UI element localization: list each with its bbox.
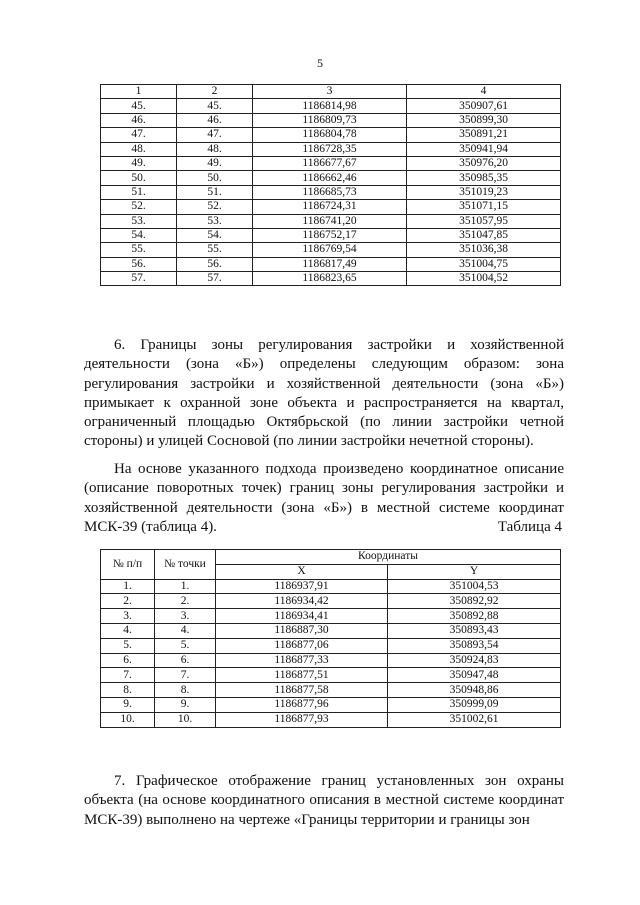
column-header-point: № точки — [155, 550, 216, 580]
cell-row-number: 55. — [101, 243, 177, 257]
cell-row-number: 7. — [101, 668, 155, 683]
page-number: 5 — [317, 56, 323, 70]
cell-x: 1186804,78 — [253, 128, 407, 142]
cell-x: 1186677,67 — [253, 156, 407, 170]
cell-x: 1186685,73 — [253, 185, 407, 199]
cell-y: 350999,09 — [388, 697, 561, 712]
table-row — [101, 638, 561, 653]
header-cell-2: 2 — [177, 85, 253, 99]
column-header-x: X — [216, 564, 388, 579]
cell-y: 351071,15 — [407, 200, 561, 214]
cell-point-number: 3. — [155, 609, 216, 624]
cell-x: 1186724,31 — [253, 200, 407, 214]
cell-row-number: 52. — [101, 200, 177, 214]
table-row — [101, 142, 561, 156]
cell-y: 350976,20 — [407, 156, 561, 170]
cell-row-number: 54. — [101, 228, 177, 242]
paragraph-zone-b-boundaries: 6. Границы зоны регулирования застройки и хозяйственной деятельности (зона «Б») определены следующим образом: зона регулирования застройки и хозяйственной деятельности (зона «Б») примыкает к охранной зоне объекта и распространяется на квартал, ограниченный площадью Октябрьской (по линии застройки четной стороны) и улицей Сосновой (по линии застройки нечетной стороны). — [84, 337, 564, 450]
cell-y: 350907,61 — [407, 99, 561, 113]
cell-x: 1186769,54 — [253, 243, 407, 257]
cell-y: 350948,86 — [388, 683, 561, 698]
cell-row-number: 10. — [101, 712, 155, 727]
table-row — [101, 609, 561, 624]
cell-point-number: 48. — [177, 142, 253, 156]
cell-row-number: 49. — [101, 156, 177, 170]
cell-row-number: 3. — [101, 609, 155, 624]
coordinates-table-body — [101, 85, 561, 286]
table-row — [101, 683, 561, 698]
cell-row-number: 57. — [101, 272, 177, 286]
cell-y: 350899,30 — [407, 113, 561, 127]
cell-point-number: 5. — [155, 638, 216, 653]
cell-row-number: 47. — [101, 128, 177, 142]
cell-point-number: 45. — [177, 99, 253, 113]
table-row — [101, 228, 561, 242]
cell-x: 1186877,96 — [216, 697, 388, 712]
cell-y: 350893,43 — [388, 623, 561, 638]
cell-x: 1186752,17 — [253, 228, 407, 242]
cell-point-number: 54. — [177, 228, 253, 242]
cell-point-number: 55. — [177, 243, 253, 257]
table-row — [101, 594, 561, 609]
cell-point-number: 4. — [155, 623, 216, 638]
cell-x: 1186877,93 — [216, 712, 388, 727]
cell-y: 351004,75 — [407, 257, 561, 271]
cell-point-number: 2. — [155, 594, 216, 609]
header-cell-3: 3 — [253, 85, 407, 99]
cell-y: 350892,88 — [388, 609, 561, 624]
cell-x: 1186934,41 — [216, 609, 388, 624]
cell-row-number: 50. — [101, 171, 177, 185]
cell-point-number: 56. — [177, 257, 253, 271]
cell-row-number: 8. — [101, 683, 155, 698]
cell-y: 351004,52 — [407, 272, 561, 286]
table-row — [101, 243, 561, 257]
cell-y: 350892,92 — [388, 594, 561, 609]
cell-y: 350893,54 — [388, 638, 561, 653]
cell-x: 1186741,20 — [253, 214, 407, 228]
cell-y: 350891,21 — [407, 128, 561, 142]
table-row — [101, 214, 561, 228]
table-row — [101, 623, 561, 638]
cell-point-number: 49. — [177, 156, 253, 170]
cell-x: 1186823,65 — [253, 272, 407, 286]
column-header-number: № п/п — [101, 550, 155, 580]
paragraph-graphic-display: 7. Графическое отображение границ установленных зон охраны объекта (на основе координатного описания в местной системе координат МСК-39) выполнено на чертеже «Границы территории и границы зон — [84, 773, 564, 828]
cell-x: 1186728,35 — [253, 142, 407, 156]
cell-row-number: 56. — [101, 257, 177, 271]
cell-point-number: 47. — [177, 128, 253, 142]
table-row — [101, 200, 561, 214]
paragraph-coordinate-description: На основе указанного подхода произведено координатное описание (описание поворотных точек) границ зоны регулирования застройки и хозяйственной деятельности (зона «Б») в местной системе координат МСК-39 (таблица 4). — [84, 461, 564, 535]
cell-row-number: 1. — [101, 579, 155, 594]
coordinates-table-continued — [100, 84, 561, 286]
table-row — [101, 257, 561, 271]
table-4-label: Таблица 4 — [497, 519, 562, 535]
cell-x: 1186877,33 — [216, 653, 388, 668]
cell-x: 1186877,51 — [216, 668, 388, 683]
cell-y: 351004,53 — [388, 579, 561, 594]
cell-y: 350985,35 — [407, 171, 561, 185]
cell-row-number: 4. — [101, 623, 155, 638]
cell-point-number: 57. — [177, 272, 253, 286]
cell-row-number: 46. — [101, 113, 177, 127]
cell-y: 350941,94 — [407, 142, 561, 156]
cell-point-number: 46. — [177, 113, 253, 127]
cell-y: 351002,61 — [388, 712, 561, 727]
cell-point-number: 53. — [177, 214, 253, 228]
cell-point-number: 7. — [155, 668, 216, 683]
cell-y: 351057,95 — [407, 214, 561, 228]
cell-x: 1186662,46 — [253, 171, 407, 185]
table-4-coordinates — [100, 549, 561, 728]
cell-row-number: 2. — [101, 594, 155, 609]
table-row — [101, 99, 561, 113]
table-row — [101, 668, 561, 683]
table-header-row — [101, 85, 561, 99]
table-row — [101, 113, 561, 127]
cell-point-number: 51. — [177, 185, 253, 199]
table-row — [101, 712, 561, 727]
cell-x: 1186817,49 — [253, 257, 407, 271]
cell-row-number: 5. — [101, 638, 155, 653]
cell-x: 1186887,30 — [216, 623, 388, 638]
table-row — [101, 697, 561, 712]
table-4-header-row — [101, 550, 561, 565]
cell-point-number: 50. — [177, 171, 253, 185]
cell-x: 1186877,58 — [216, 683, 388, 698]
table-4-body — [101, 579, 561, 727]
column-header-coordinates: Координаты — [216, 550, 561, 565]
cell-row-number: 48. — [101, 142, 177, 156]
cell-point-number: 8. — [155, 683, 216, 698]
cell-point-number: 6. — [155, 653, 216, 668]
cell-row-number: 53. — [101, 214, 177, 228]
cell-x: 1186809,73 — [253, 113, 407, 127]
table-row — [101, 579, 561, 594]
cell-point-number: 10. — [155, 712, 216, 727]
cell-y: 350947,48 — [388, 668, 561, 683]
cell-y: 351036,38 — [407, 243, 561, 257]
cell-point-number: 9. — [155, 697, 216, 712]
cell-row-number: 45. — [101, 99, 177, 113]
table-row — [101, 156, 561, 170]
header-cell-4: 4 — [407, 85, 561, 99]
column-header-y: Y — [388, 564, 561, 579]
cell-row-number: 51. — [101, 185, 177, 199]
table-row — [101, 272, 561, 286]
cell-point-number: 52. — [177, 200, 253, 214]
cell-y: 350924,83 — [388, 653, 561, 668]
cell-x: 1186934,42 — [216, 594, 388, 609]
cell-point-number: 1. — [155, 579, 216, 594]
cell-x: 1186814,98 — [253, 99, 407, 113]
cell-y: 351019,23 — [407, 185, 561, 199]
table-row — [101, 653, 561, 668]
cell-x: 1186937,91 — [216, 579, 388, 594]
table-row — [101, 185, 561, 199]
table-row — [101, 171, 561, 185]
cell-row-number: 9. — [101, 697, 155, 712]
cell-x: 1186877,06 — [216, 638, 388, 653]
header-cell-1: 1 — [101, 85, 177, 99]
table-row — [101, 128, 561, 142]
cell-y: 351047,85 — [407, 228, 561, 242]
cell-row-number: 6. — [101, 653, 155, 668]
